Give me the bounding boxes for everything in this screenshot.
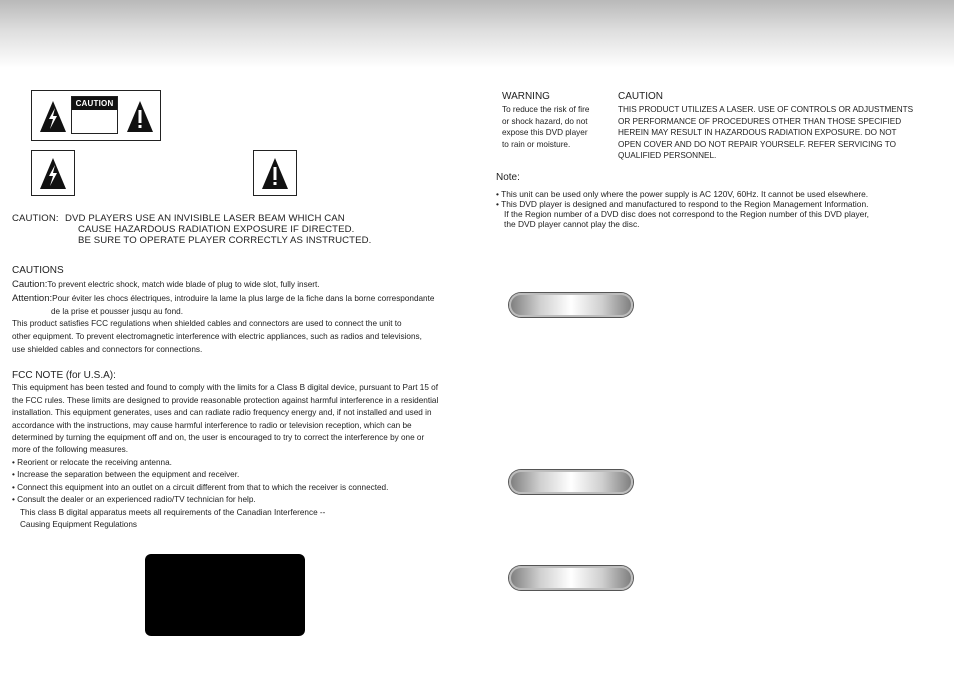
- exclamation-warning-icon: [261, 156, 289, 190]
- caution-label-box: [31, 90, 161, 141]
- note-bullet-power: • This unit can be used only where the power supply is AC 120V, 60Hz. It cannot be used elsewhere.: [496, 188, 868, 201]
- caution-prefix: Caution:: [12, 279, 48, 290]
- cautions-heading: CAUTIONS: [12, 265, 64, 276]
- fcc-shield-line-2: other equipment. To prevent electromagnetic interference with electric appliances, such as radios and televisions,: [12, 332, 422, 341]
- fcc-note-line-1: This equipment has been tested and found to comply with the limits for a Class B digital device, pursuant to Part 15 of: [12, 383, 438, 392]
- attention-text-line-1: Pour éviter les chocs électriques, introduire la lame la plus large de la fiche dans la borne correspondante: [52, 294, 435, 303]
- fcc-shield-line-1: This product satisfies FCC regulations when shielded cables and connectors are used to connect the unit to: [12, 319, 402, 328]
- warning-line-2: or shock hazard, do not: [502, 117, 588, 126]
- caution-main-line-3: BE SURE TO OPERATE PLAYER CORRECTLY AS INSTRUCTED.: [78, 235, 372, 246]
- note-heading: Note:: [496, 172, 520, 183]
- header-gradient-band: [0, 0, 954, 68]
- note-region-cont-1: If the Region number of a DVD disc does not correspond to the Region number of this DVD player,: [504, 209, 869, 219]
- lightning-warning-icon: [39, 99, 67, 133]
- exclamation-warning-icon: [126, 99, 154, 133]
- caution-laser-line-1: THIS PRODUCT UTILIZES A LASER. USE OF CONTROLS OR ADJUSTMENTS: [618, 105, 914, 114]
- warning-line-4: to rain or moisture.: [502, 140, 571, 149]
- section-pill-3: [509, 566, 633, 590]
- attention-text-line-2: de la prise et pousser jusqu au fond.: [51, 307, 183, 316]
- fcc-note-line-2: the FCC rules. These limits are designed to provide reasonable protection against harmful interference in a residential: [12, 396, 439, 405]
- caution-laser-line-5: QUALIFIED PERSONNEL.: [618, 151, 717, 160]
- fcc-measure-4: • Consult the dealer or an experienced radio/TV technician for help.: [12, 494, 256, 507]
- fcc-measure-3: • Connect this equipment into an outlet on a circuit different from that to which the receiver is connected.: [12, 482, 388, 495]
- caution-laser-line-3: HEREIN MAY RESULT IN HAZARDOUS RADIATION EXPOSURE. DO NOT: [618, 128, 897, 137]
- caution-main-prefix: CAUTION:: [12, 213, 59, 224]
- caution-main-line-2: CAUSE HAZARDOUS RADIATION EXPOSURE IF DIRECTED.: [78, 224, 355, 235]
- fcc-note-line-5: determined by turning the equipment off and on, the user is encouraged to try to correct the interference by one or: [12, 433, 425, 442]
- fcc-note-line-6: more of the following measures.: [12, 445, 129, 454]
- fcc-note-heading: FCC NOTE (for U.S.A):: [12, 370, 116, 381]
- fcc-note-line-3: installation. This equipment generates, uses and can radiate radio frequency energy and, if not installed and used in: [12, 408, 432, 417]
- warning-heading: WARNING: [502, 91, 550, 102]
- section-pill-2: [509, 470, 633, 494]
- warning-line-3: expose this DVD player: [502, 128, 588, 137]
- section-pill-1: [509, 293, 633, 317]
- fcc-note-line-4: accordance with the instructions, may cause harmful interference to radio or television reception, which can be: [12, 421, 412, 430]
- caution-label-inner: [71, 96, 118, 134]
- caution-plug-text: To prevent electric shock, match wide blade of plug to wide slot, fully insert.: [47, 280, 320, 289]
- caution-laser-line-4: OPEN COVER AND DO NOT REPAIR YOURSELF. REFER SERVICING TO: [618, 140, 896, 149]
- lightning-symbol-frame: [31, 150, 75, 196]
- note-bullet-region: • This DVD player is designed and manufactured to respond to the Region Management Information.: [496, 198, 868, 211]
- warning-line-1: To reduce the risk of fire: [502, 105, 590, 114]
- canada-compliance-line-1: This class B digital apparatus meets all requirements of the Canadian Interference --: [20, 508, 326, 517]
- caution-laser-heading: CAUTION: [618, 91, 663, 102]
- black-panel: [145, 554, 305, 636]
- caution-laser-line-2: OR PERFORMANCE OF PROCEDURES OTHER THAN THOSE SPECIFIED: [618, 117, 902, 126]
- note-region-cont-2: the DVD player cannot play the disc.: [504, 219, 640, 229]
- caution-label-text: CAUTION: [72, 97, 117, 110]
- canada-compliance-line-2: Causing Equipment Regulations: [20, 520, 137, 529]
- exclamation-symbol-frame: [253, 150, 297, 196]
- fcc-measure-2: • Increase the separation between the equipment and receiver.: [12, 469, 239, 482]
- lightning-warning-icon: [39, 156, 67, 190]
- caution-main-line-1: DVD PLAYERS USE AN INVISIBLE LASER BEAM WHICH CAN: [65, 213, 345, 224]
- attention-prefix: Attention:: [12, 293, 53, 304]
- fcc-measure-1: • Reorient or relocate the receiving antenna.: [12, 457, 172, 470]
- fcc-shield-line-3: use shielded cables and connectors for connections.: [12, 345, 203, 354]
